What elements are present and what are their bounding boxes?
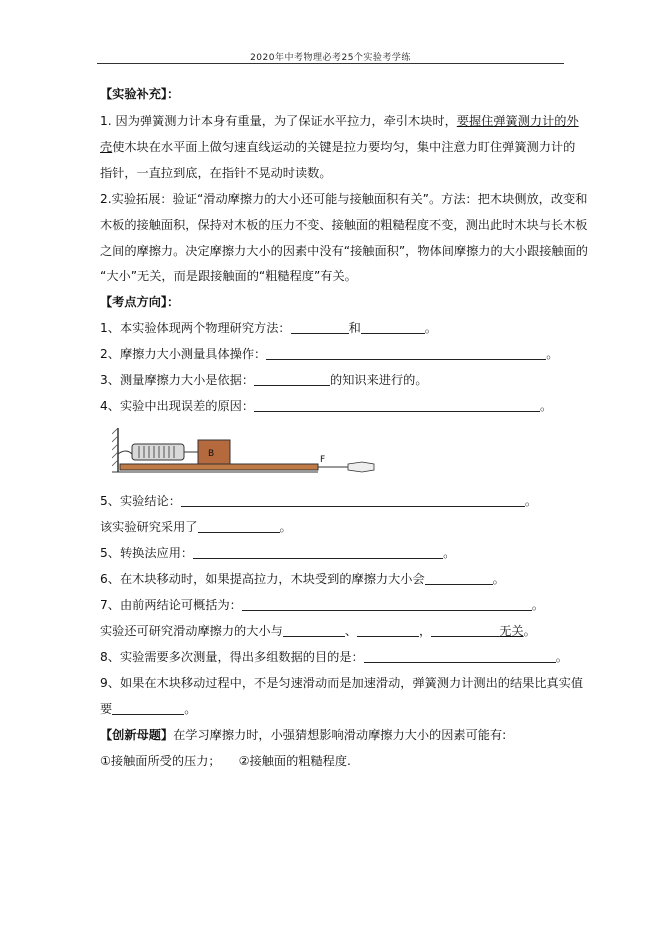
supplement-p2-line4: “大小”无关，而是跟接触面的“粗糙程度”有关。 bbox=[100, 269, 357, 283]
question-text: 4、实验中出现误差的原因： bbox=[100, 399, 255, 413]
supplement-heading: 【实验补充】： bbox=[100, 87, 180, 101]
question-text: 。 bbox=[424, 321, 437, 335]
question-5-conversion bbox=[100, 545, 455, 561]
question-text: ， bbox=[419, 624, 432, 638]
answer-blank[interactable] bbox=[181, 494, 525, 507]
answer-blank[interactable] bbox=[242, 598, 532, 611]
question-text: 实验还可研究滑动摩擦力的大小与 bbox=[100, 624, 283, 638]
question-text: 5、实验结论： bbox=[100, 494, 181, 508]
force-label: F bbox=[320, 455, 326, 465]
question-text: 。 bbox=[184, 702, 197, 716]
text: 使木块在水平面上做匀速直线运动的关键是拉力要均匀，集中注意力盯住弹簧测力计的 bbox=[112, 140, 576, 154]
question-text: 2、摩擦力大小测量具体操作： bbox=[100, 347, 267, 361]
option-2: ②接触面的粗糙程度. bbox=[238, 754, 351, 768]
answer-blank[interactable] bbox=[425, 572, 493, 585]
answer-blank[interactable] bbox=[266, 347, 546, 360]
question-text: 。 bbox=[531, 598, 545, 612]
innovation-line1 bbox=[100, 727, 506, 743]
question-1 bbox=[100, 320, 437, 336]
block-label: B bbox=[208, 449, 215, 459]
question-7 bbox=[100, 597, 544, 613]
question-5-conclusion bbox=[100, 493, 537, 509]
question-text: 的知识来进行的。 bbox=[330, 373, 428, 387]
question-text: 要 bbox=[100, 702, 113, 716]
answer-blank[interactable] bbox=[254, 373, 330, 386]
question-text: 。 bbox=[546, 347, 559, 361]
innovation-heading: 【创新母题】 bbox=[100, 728, 174, 742]
exam-heading: 【考点方向】： bbox=[100, 295, 180, 309]
supplement-p2-line2: 木板的接触面积，保持对木板的压力不变、接触面的粗糙程度不变，测出此时木块与长木板 bbox=[100, 218, 588, 232]
supplement-p1-line1 bbox=[100, 113, 579, 129]
friction-experiment-diagram bbox=[112, 424, 382, 486]
answer-blank[interactable] bbox=[112, 702, 184, 715]
answer-blank[interactable] bbox=[193, 546, 443, 559]
header-rule bbox=[97, 63, 564, 64]
innovation-options bbox=[100, 753, 351, 769]
spring-hook bbox=[118, 451, 132, 454]
question-text: 、 bbox=[344, 624, 357, 638]
question-2 bbox=[100, 346, 558, 362]
hand-icon bbox=[348, 462, 374, 472]
question-text: 6、在木块移动时，如果提高拉力，木块受到的摩擦力大小会 bbox=[100, 572, 425, 586]
question-5-method bbox=[100, 519, 292, 535]
supplement-p2-line1: 2.实验拓展：验证“滑动摩擦力的大小还可能与接触面积有关”。方法：把木块侧放，改变和 bbox=[100, 192, 588, 206]
question-3 bbox=[100, 372, 428, 388]
wooden-board bbox=[120, 464, 318, 470]
answer-blank[interactable] bbox=[283, 624, 345, 637]
question-text: 该实验研究采用了 bbox=[100, 520, 198, 534]
question-text: 5、转换法应用： bbox=[100, 546, 194, 560]
underlined-text: 无关 bbox=[499, 624, 524, 638]
question-text: 1、本实验体现两个物理研究方法： bbox=[100, 321, 291, 335]
innovation-text: 在学习摩擦力时，小强猜想影响滑动摩擦力大小的因素可能有: bbox=[173, 728, 507, 742]
question-text: 。 bbox=[540, 399, 553, 413]
question-text: 。 bbox=[443, 546, 456, 560]
underlined-text: 要握住弹簧测力计的外 bbox=[456, 114, 579, 128]
question-4 bbox=[100, 398, 552, 414]
page-header: 2020年中考物理必考25个实验考学练 bbox=[250, 53, 411, 63]
supplement-p1-line2 bbox=[100, 139, 575, 155]
question-9-line1: 9、如果在木块移动过程中，不是匀速滑动而是加速滑动，弹簧测力计测出的结果比真实值 bbox=[100, 676, 584, 690]
underlined-text: 壳 bbox=[100, 140, 113, 154]
question-text: 。 bbox=[524, 494, 538, 508]
answer-blank[interactable] bbox=[431, 624, 499, 637]
question-text: 。 bbox=[555, 650, 568, 664]
answer-blank[interactable] bbox=[291, 321, 349, 334]
question-8 bbox=[100, 649, 568, 665]
question-text: 。 bbox=[492, 572, 505, 586]
question-text: 和 bbox=[348, 321, 361, 335]
answer-blank[interactable] bbox=[361, 321, 425, 334]
answer-blank[interactable] bbox=[198, 520, 280, 533]
text: 1. 因为弹簧测力计本身有重量，为了保证水平拉力，牵引木块时， bbox=[100, 114, 457, 128]
answer-blank[interactable] bbox=[364, 650, 556, 663]
question-text: 8、实验需要多次测量，得出多组数据的目的是： bbox=[100, 650, 364, 664]
question-9-line2 bbox=[100, 701, 196, 717]
question-7-extension bbox=[100, 623, 536, 639]
supplement-p1-line3: 指针，一直拉到底，在指针不晃动时读数。 bbox=[100, 166, 332, 180]
question-text: 7、由前两结论可概括为： bbox=[100, 598, 242, 612]
answer-blank[interactable] bbox=[357, 624, 419, 637]
wall-hatching bbox=[112, 428, 118, 466]
supplement-p2-line3: 之间的摩擦力。决定摩擦力大小的因素中没有“接触面积”，物体间摩擦力的大小跟接触面的 bbox=[100, 244, 588, 258]
question-6 bbox=[100, 571, 505, 587]
option-1: ①接触面所受的压力； bbox=[100, 754, 221, 768]
question-text: 。 bbox=[523, 624, 536, 638]
question-text: 。 bbox=[279, 520, 292, 534]
question-text: 3、测量摩擦力大小是依据： bbox=[100, 373, 255, 387]
spring-scale-icon bbox=[132, 444, 184, 460]
answer-blank[interactable] bbox=[254, 399, 540, 412]
